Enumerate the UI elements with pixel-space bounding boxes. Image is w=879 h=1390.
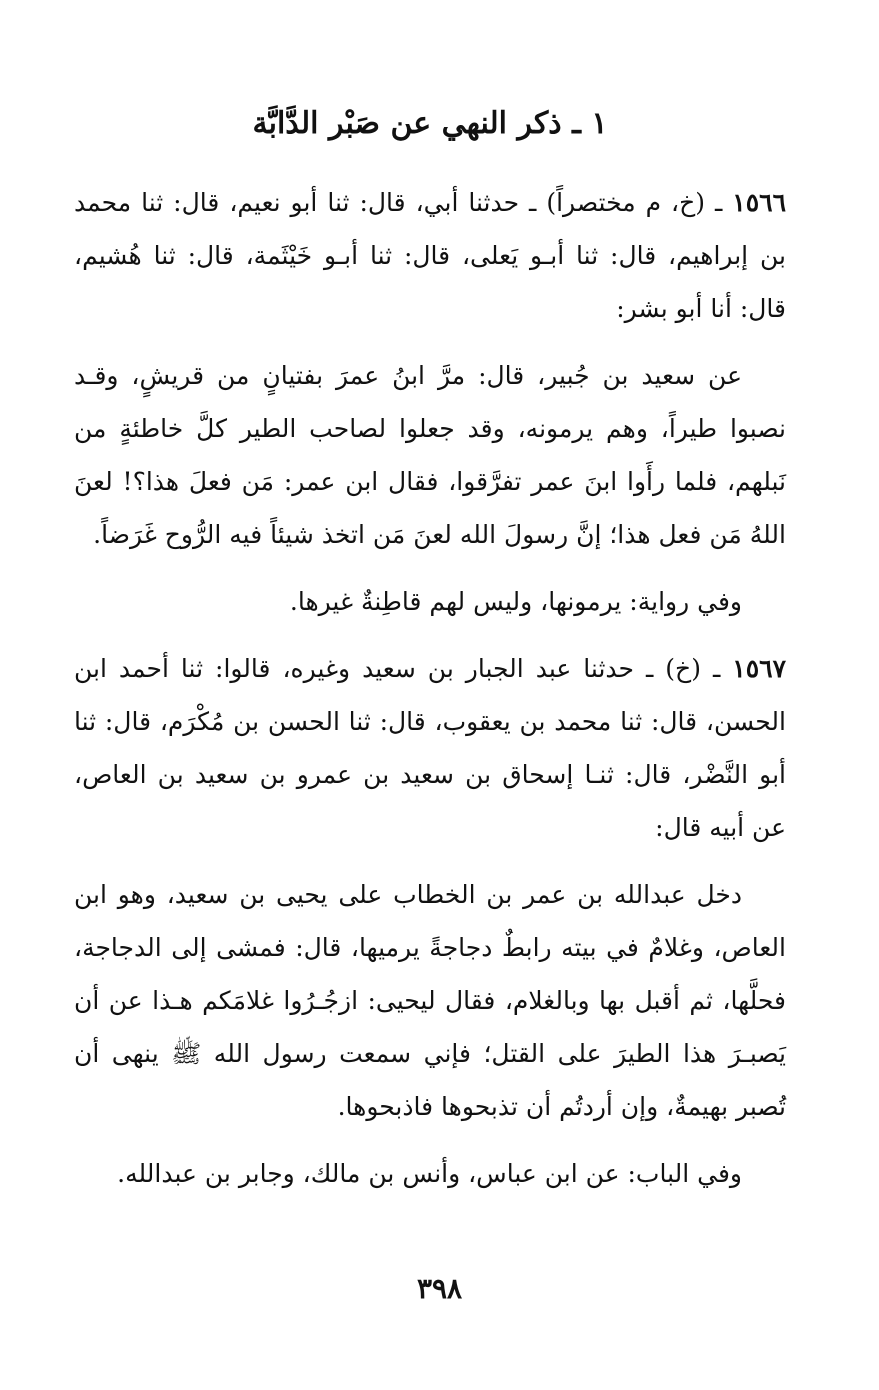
hadith-number: ١٥٦٦: [732, 188, 786, 217]
hadith-1566-isnad: [74, 176, 786, 335]
riwaya-note: وفي رواية: يرمونها، وليس لهم قاطِنةٌ غيرها.: [289, 587, 742, 616]
hadith-1566-matn: عن سعيد بن جُبير، قال: مرَّ ابنُ عمرَ بفتيانٍ من قريشٍ، وقـد نصبوا طيراً، وهم يرمونه، وقد جعلوا لصاحب الطير كلَّ خاطئةٍ من نَبلهم، فلما رأَوا ابنَ عمر تفرَّقوا، فقال ابن عمر: مَن فعلَ هذا؟! لعنَ اللهُ مَن فعل هذا؛ إنَّ رسولَ الله لعنَ مَن اتخذ شيئاً فيه الرُّوح غَرَضاً.: [74, 361, 786, 549]
hadith-1567-matn: دخل عبدالله بن عمر بن الخطاب على يحيى بن سعيد، وهو ابن العاص، وغلامٌ في بيته رابطٌ دجاجةً يرميها، قال: فمشى إلى الدجاجة، فحلَّها، ثم أقبل بها وبالغلام، فقال ليحيى: ازجُـرُوا غلامَكم هـذا عن أن يَصبـرَ هذا الطيرَ على القتل؛ فإني سمعت رسول الله ﷺ ينهى أن تُصبر بهيمةٌ، وإن أردتُم أن تذبحوها فاذبحوها.: [74, 880, 786, 1121]
page-number: ٣٩٨: [416, 1272, 463, 1305]
hadith-isnad-text: ـ (خ) ـ حدثنا عبد الجبار بن سعيد وغيره، قالوا: ثنا أحمد ابن الحسن، قال: ثنا محمد بن يعقوب، قال: ثنا الحسن بن مُكْرَم، قال: ثنا أبو النَّضْر، قال: ثنـا إسحاق بن سعيد بن عمرو بن سعيد بن العاص، عن أبيه قال:: [74, 654, 786, 842]
hadith-1567-isnad: [74, 642, 786, 854]
hadith-number: ١٥٦٧: [732, 654, 786, 683]
chapter-title: ١ ـ ذكر النهي عن صَبْر الدَّابَّة: [252, 106, 608, 141]
book-page: [74, 98, 786, 1214]
hadith-isnad-text: ـ (خ، م مختصراً) ـ حدثنا أبي، قال: ثنا أبو نعيم، قال: ثنا محمد بن إبراهيم، قال: ثنا أبـو يَعلى، قال: ثنا أبـو خَيْثَمة، قال: ثنا هُشيم، قال: أنا أبو بشر:: [74, 188, 786, 323]
bab-note: وفي الباب: عن ابن عباس، وأنس بن مالك، وجابر بن عبدالله.: [117, 1159, 742, 1188]
